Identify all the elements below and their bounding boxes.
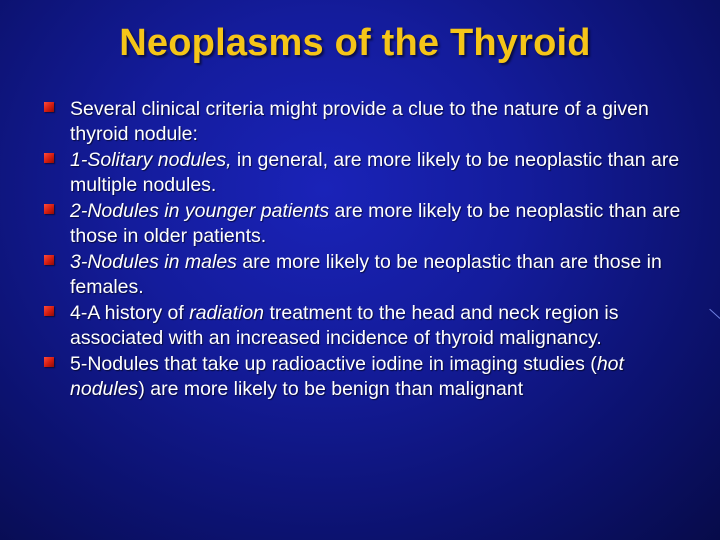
- bullet-marker-icon: [44, 204, 54, 214]
- bullet-item: [44, 352, 684, 401]
- bullet-marker-icon: [44, 357, 54, 367]
- bullet-item: [44, 250, 684, 299]
- bullet-text: 1-Solitary nodules, in general, are more likely to be neoplastic than are multiple nodules.: [70, 149, 680, 196]
- bullet-item: [44, 97, 684, 146]
- bullet-text: 2-Nodules in younger patients are more likely to be neoplastic than are those in older patients.: [70, 200, 681, 247]
- bullet-text: Several clinical criteria might provide a clue to the nature of a given thyroid nodule:: [70, 98, 649, 145]
- decorative-line: [709, 309, 720, 319]
- slide-title: Neoplasms of the Thyroid: [119, 22, 591, 64]
- bullet-list: [44, 97, 684, 403]
- bullet-item: [44, 199, 684, 248]
- bullet-text: 3-Nodules in males are more likely to be neoplastic than are those in females.: [70, 251, 662, 298]
- bullet-marker-icon: [44, 102, 54, 112]
- bullet-marker-icon: [44, 306, 54, 316]
- bullet-text: 5-Nodules that take up radioactive iodine in imaging studies (hot nodules) are more likely to be benign than malignant: [70, 353, 624, 400]
- bullet-item: [44, 148, 684, 197]
- bullet-text: 4-A history of radiation treatment to the head and neck region is associated with an increased incidence of thyroid malignancy.: [70, 302, 619, 349]
- bullet-marker-icon: [44, 255, 54, 265]
- bullet-marker-icon: [44, 153, 54, 163]
- bullet-item: [44, 301, 684, 350]
